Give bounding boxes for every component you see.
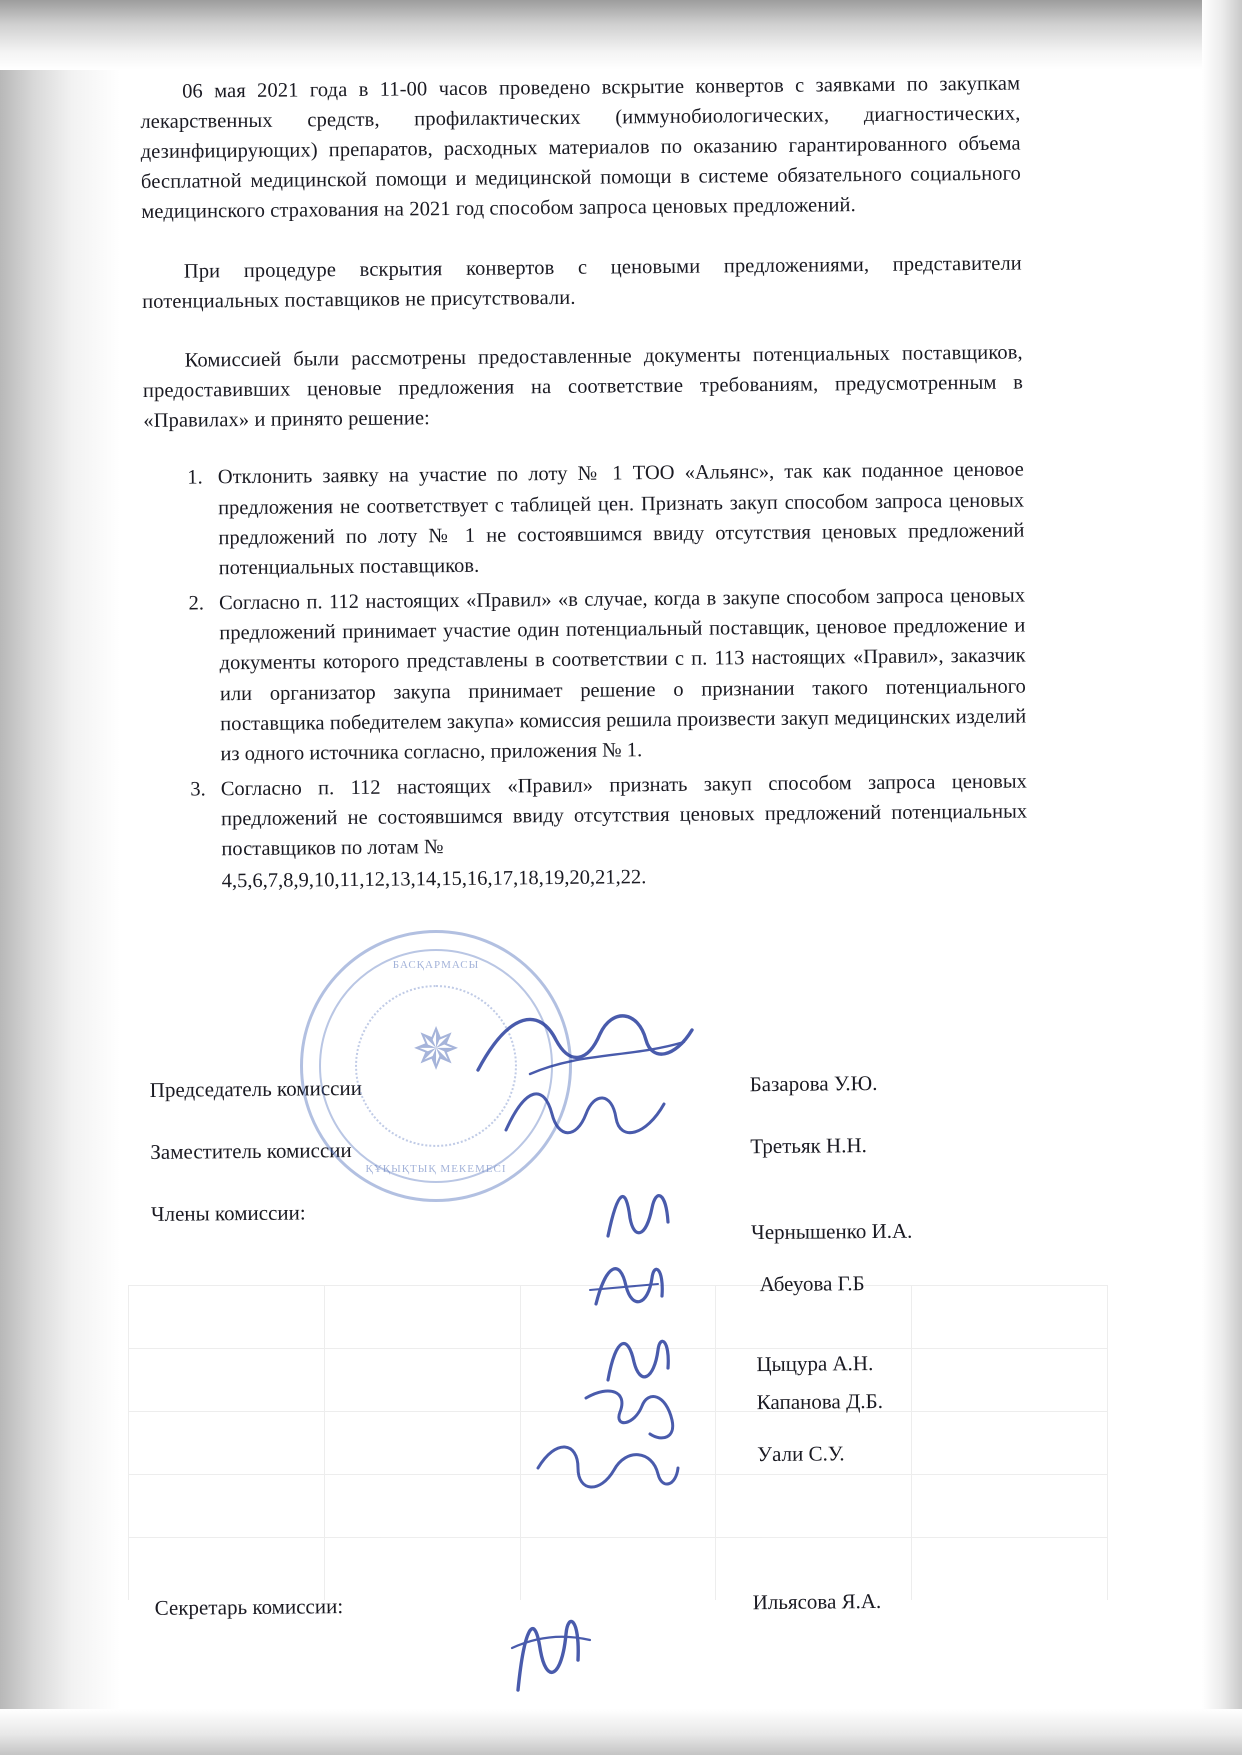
paragraph-review: Комиссией были рассмотрены предоставленные документы потенциальных поставщиков, предоставивших ценовые предложения на соответствие требованиям, предусмотренным в «Правилах» и принято решение: [142,341,1024,433]
signature-role-members: Члены комиссии: [150,1200,306,1226]
scan-edge-shadow-right [1202,0,1242,1755]
paragraph-attendance: При процедуре вскрытия конвертов с ценовыми предложениями, представители потенциальных поставщиков не присутствовали. [142,252,1022,313]
signature-role-secretary: Секретарь комиссии: [154,1594,344,1620]
signature-name-chair: Базарова У.Ю. [749,1070,878,1097]
signature-block [150,1068,1155,1620]
signature-name-member-2: Абеуова Г.Б [759,1271,865,1297]
scan-edge-shadow-bottom [0,1709,1242,1755]
signature-row-member-1 [151,1192,1152,1278]
decisions-list [144,455,1028,898]
signature-row-secretary [154,1490,1155,1620]
paragraph-opening: 06 мая 2021 года в 11-00 часов проведено вскрытие конвертов с заявками по закупкам лекарственных средств, профилактических (иммунобиологических, диагностических, дезинфицирующих) препаратов, расходных материалов по оказанию гарантированного объема бесплатной медицинской помощи и медицинской помощи в системе обязательного социального медицинского страхования на 2021 год способом запроса ценовых предложений. [140,72,1022,223]
signature-name-member-4: Капанова Д.Б. [756,1388,884,1415]
signature-row-member-4 [153,1386,1153,1448]
signature-row-chair [150,1068,1151,1140]
signature-name-member-3: Цыцура А.Н. [756,1351,874,1377]
scan-edge-shadow-top [0,0,1242,70]
signature-row-member-5 [153,1438,1153,1500]
signature-role-deputy: Заместитель комиссии [150,1138,352,1164]
decision-item-1: 1. Отклонить заявку на участие по лоту № 1 ТОО «Альянс», так как поданное ценовое предложения не соответствует с таблицей цен. Признать закуп способом запроса ценовых предложений по лоту № 1 не состоявшимся ввиду отсутствия ценовых предложений потенциальных поставщиков. [208,455,1025,584]
signature-name-member-1: Чернышенко И.А. [750,1218,913,1245]
signature-name-secretary: Ильясова Я.А. [752,1588,882,1615]
signature-name-deputy: Третьяк Н.Н. [750,1133,867,1159]
stamp-bottom-text: ҚҰҚЫҚТЫҚ МЕКЕМЕСІ [365,1163,507,1175]
decision-item-3-text: Согласно п. 112 настоящих «Правил» признать закуп способом запроса ценовых предложений не состоявшимся ввиду отсутствия ценовых предложений потенциальных поставщиков по лотам № [220,770,1028,861]
signature-row-member-2 [152,1268,1153,1340]
signature-row-deputy [150,1130,1151,1202]
lots-numbers: 4,5,6,7,8,9,10,11,12,13,14,15,16,17,18,19,20,21,22. [221,866,647,893]
decision-item-2: 2. Согласно п. 112 настоящих «Правил» «в случае, когда в закупе способом запроса ценовых предложений принимает участие один потенциальный поставщик, ценовое предложение и документы которого представлены в соответствии с п. 113 настоящих «Правил», заказчик или организатор закупа принимает решение о признании такого потенциального поставщика победителем закупа» комиссия решила произвести закуп медицинских изделий из одного источника согласно, приложения № 1. [209,580,1027,770]
signature-name-member-5: Уали С.У. [757,1441,845,1467]
decision-item-3 [211,766,1028,897]
stamp-emblem-icon: ✵ [411,1017,461,1083]
scan-edge-shadow-left [0,0,120,1755]
stamp-top-text: БАСҚАРМАСЫ [392,959,480,971]
signature-row-member-3 [152,1330,1152,1396]
signature-role-chair: Председатель комиссии [149,1075,362,1102]
